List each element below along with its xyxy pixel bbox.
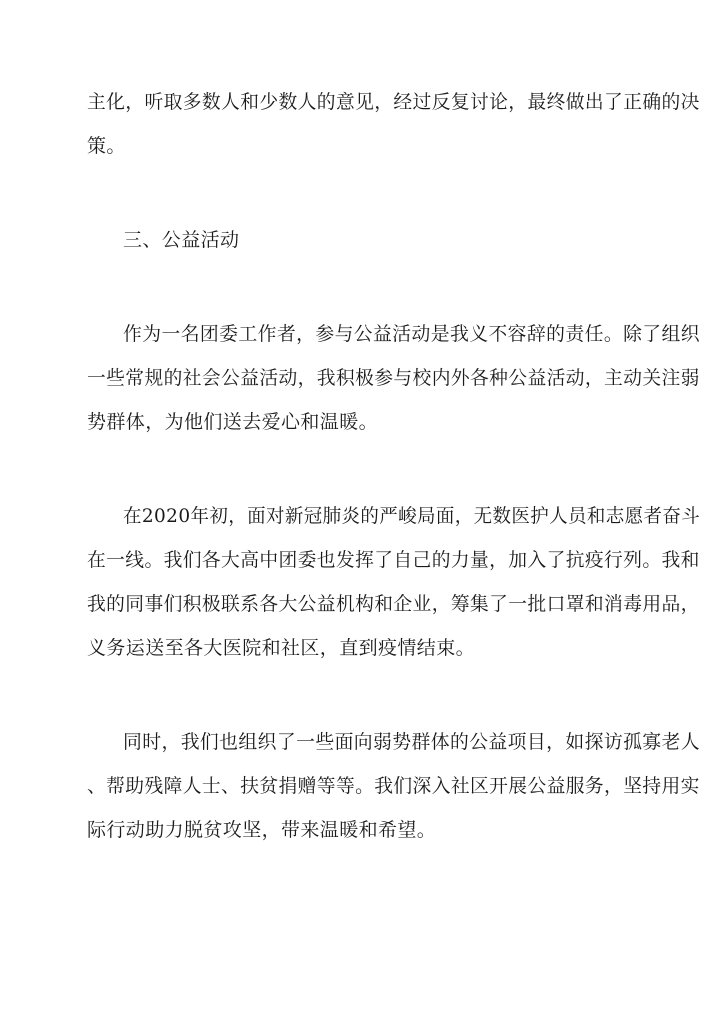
section-heading: 三、公益活动 — [123, 229, 240, 251]
paragraph-line: 同时，我们也组织了一些面向弱势群体的公益项目，如探访孤寡老人 — [123, 731, 701, 753]
paragraph-line: 势群体，为他们送去爱心和温暖。 — [87, 411, 379, 433]
paragraph-line: 在一线。我们各大高中团委也发挥了自己的力量，加入了抗疫行列。我和 — [87, 549, 700, 571]
paragraph-line: 、帮助残障人士、扶贫捐赠等等。我们深入社区开展公益服务，坚持用实 — [87, 775, 700, 797]
paragraph-line: 在2020年初，面对新冠肺炎的严峻局面，无数医护人员和志愿者奋斗 — [123, 505, 701, 527]
paragraph-line: 主化，听取多数人和少数人的意见，经过反复讨论，最终做出了正确的决 — [87, 91, 700, 113]
paragraph-line: 义务运送至各大医院和社区，直到疫情结束。 — [87, 637, 476, 659]
paragraph-line: 一些常规的社会公益活动，我积极参与校内外各种公益活动，主动关注弱 — [87, 367, 700, 389]
paragraph-line: 作为一名团委工作者，参与公益活动是我义不容辞的责任。除了组织 — [123, 323, 701, 345]
paragraph-line: 际行动助力脱贫攻坚，带来温暖和希望。 — [87, 819, 437, 841]
paragraph-line: 策。 — [87, 135, 126, 157]
paragraph-line: 我的同事们积极联系各大公益机构和企业，筹集了一批口罩和消毒用品， — [87, 593, 700, 615]
